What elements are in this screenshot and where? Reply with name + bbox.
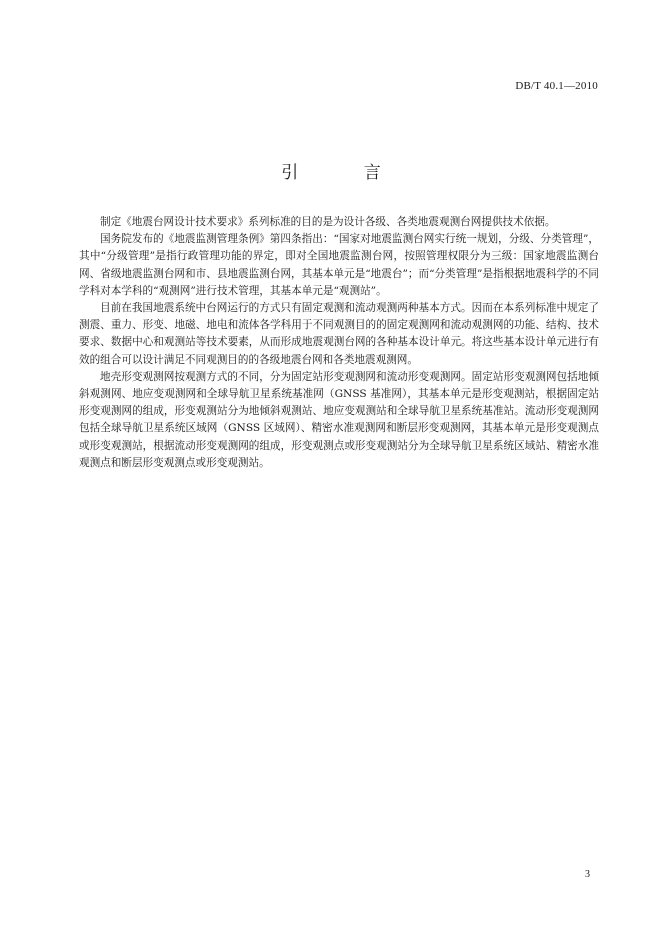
page-number: 3 [585, 869, 590, 880]
paragraph-1: 制定《地震台网设计技术要求》系列标准的目的是为设计各级、各类地震观测台网提供技术依据。 [100, 216, 556, 228]
paragraph-2: 国务院发布的《地震监测管理条例》第四条指出：“国家对地震监测台网实行统一规划，分级、分类管理”，其中“分级管理”是指行政管理功能的界定，即对全国地震监测台网，按照管理权限分为三级：国家地震监测台网、省级地震监测台网和市、县地震监测台网，其基本单元是“地震台”；而“分类管理”是指根据地震科学的不同学科对本学科的“观测网”进行技术管理，其基本单元是“观测站”。 [79, 233, 599, 297]
paragraph-4: 地壳形变观测网按观测方式的不同，分为固定站形变观测网和流动形变观测网。固定站形变观测网包括地倾斜观测网、地应变观测网和全球导航卫星系统基准网（GNSS 基准网），其基本单元是形变观测站，根据固定站形变观测网的组成，形变观测站分为地倾斜观测站、地应变观测站和全球导航卫星系统基准站。流动形变观测网包括全球导航卫星系统区域网（GNSS 区域网）、精密水准观测网和断层形变观测网，其基本单元是形变观测点或形变观测站，根据流动形变观测网的组成，形变观测点或形变观测站分为全球导航卫星系统区域站、精密水准观测点和断层形变观测点或形变观测站。 [79, 370, 599, 469]
standard-code: DB/T 40.1—2010 [515, 80, 598, 92]
introduction-body [79, 214, 599, 472]
paragraph-3: 目前在我国地震系统中台网运行的方式只有固定观测和流动观测两种基本方式。因而在本系列标准中规定了测震、重力、形变、地磁、地电和流体各学科用于不同观测目的的固定观测网和流动观测网的功能、结构、技术要求、数据中心和观测站等技术要素，从而形成地震观测台网的各种基本设计单元。将这些基本设计单元进行有效的组合可以设计满足不同观测目的的各级地震台网和各类地震观测网。 [79, 302, 599, 366]
page-title: 引 言 [281, 163, 411, 183]
